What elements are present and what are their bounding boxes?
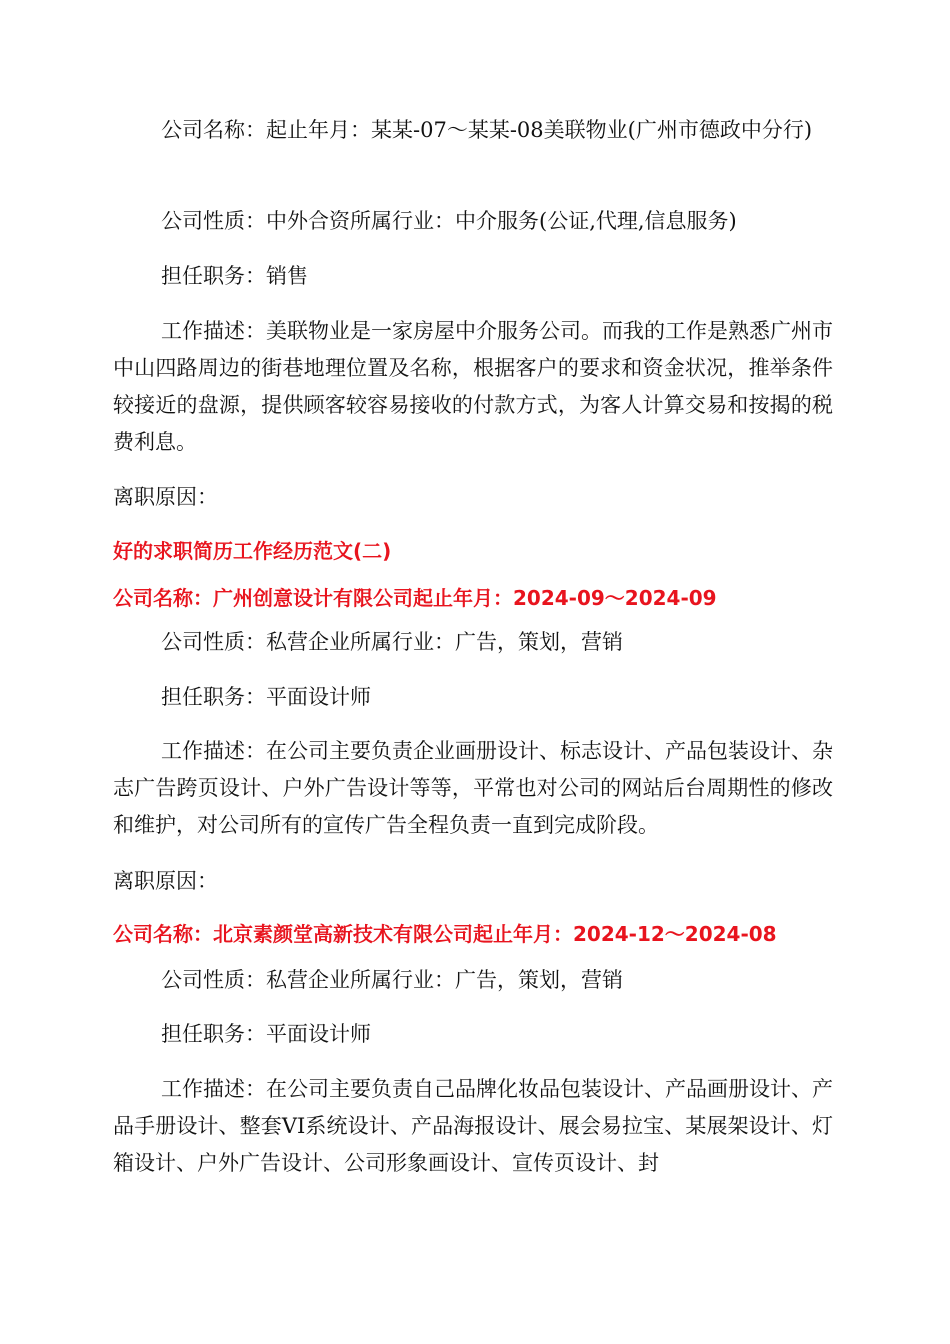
position-line: 担任职务：销售: [161, 264, 308, 288]
position-line: 担任职务：平面设计师: [161, 685, 371, 709]
leave-reason: 离职原因：: [113, 869, 218, 893]
company-nature-line: 公司性质：私营企业所属行业：广告，策划，营销: [161, 968, 623, 992]
company-nature-line: 公司性质：中外合资所属行业：中介服务(公证,代理,信息服务): [161, 209, 737, 233]
job-description: 工作描述：在公司主要负责自己品牌化妆品包装设计、产品画册设计、产品手册设计、整套VI系统设计、产品海报设计、展会易拉宝、某展架设计、灯箱设计、户外广告设计、公司形象画设计、宣传页设计、封: [113, 1077, 833, 1175]
company-line: 公司名称：起止年月：某某-07～某某-08美联物业(广州市德政中分行): [161, 118, 813, 142]
job-description: 工作描述：在公司主要负责企业画册设计、标志设计、产品包装设计、杂志广告跨页设计、户外广告设计等等，平常也对公司的网站后台周期性的修改和维护，对公司所有的宣传广告全程负责一直到完成阶段。: [113, 739, 833, 837]
leave-reason: 离职原因：: [113, 485, 218, 509]
position-line: 担任职务：平面设计师: [161, 1022, 371, 1046]
job-description: 工作描述：美联物业是一家房屋中介服务公司。而我的工作是熟悉广州市中山四路周边的街巷地理位置及名称，根据客户的要求和资金状况，推举条件较接近的盘源，提供顾客较容易接收的付款方式，为客人计算交易和按揭的税费利息。: [113, 319, 833, 454]
company-nature-line: 公司性质：私营企业所属行业：广告，策划，营销: [161, 630, 623, 654]
job-heading: 公司名称：北京素颜堂高新技术有限公司起止年月：2024-12～2024-08: [113, 922, 777, 946]
section-title: 好的求职简历工作经历范文(二): [113, 539, 392, 563]
job-heading: 公司名称：广州创意设计有限公司起止年月：2024-09～2024-09: [113, 586, 717, 610]
